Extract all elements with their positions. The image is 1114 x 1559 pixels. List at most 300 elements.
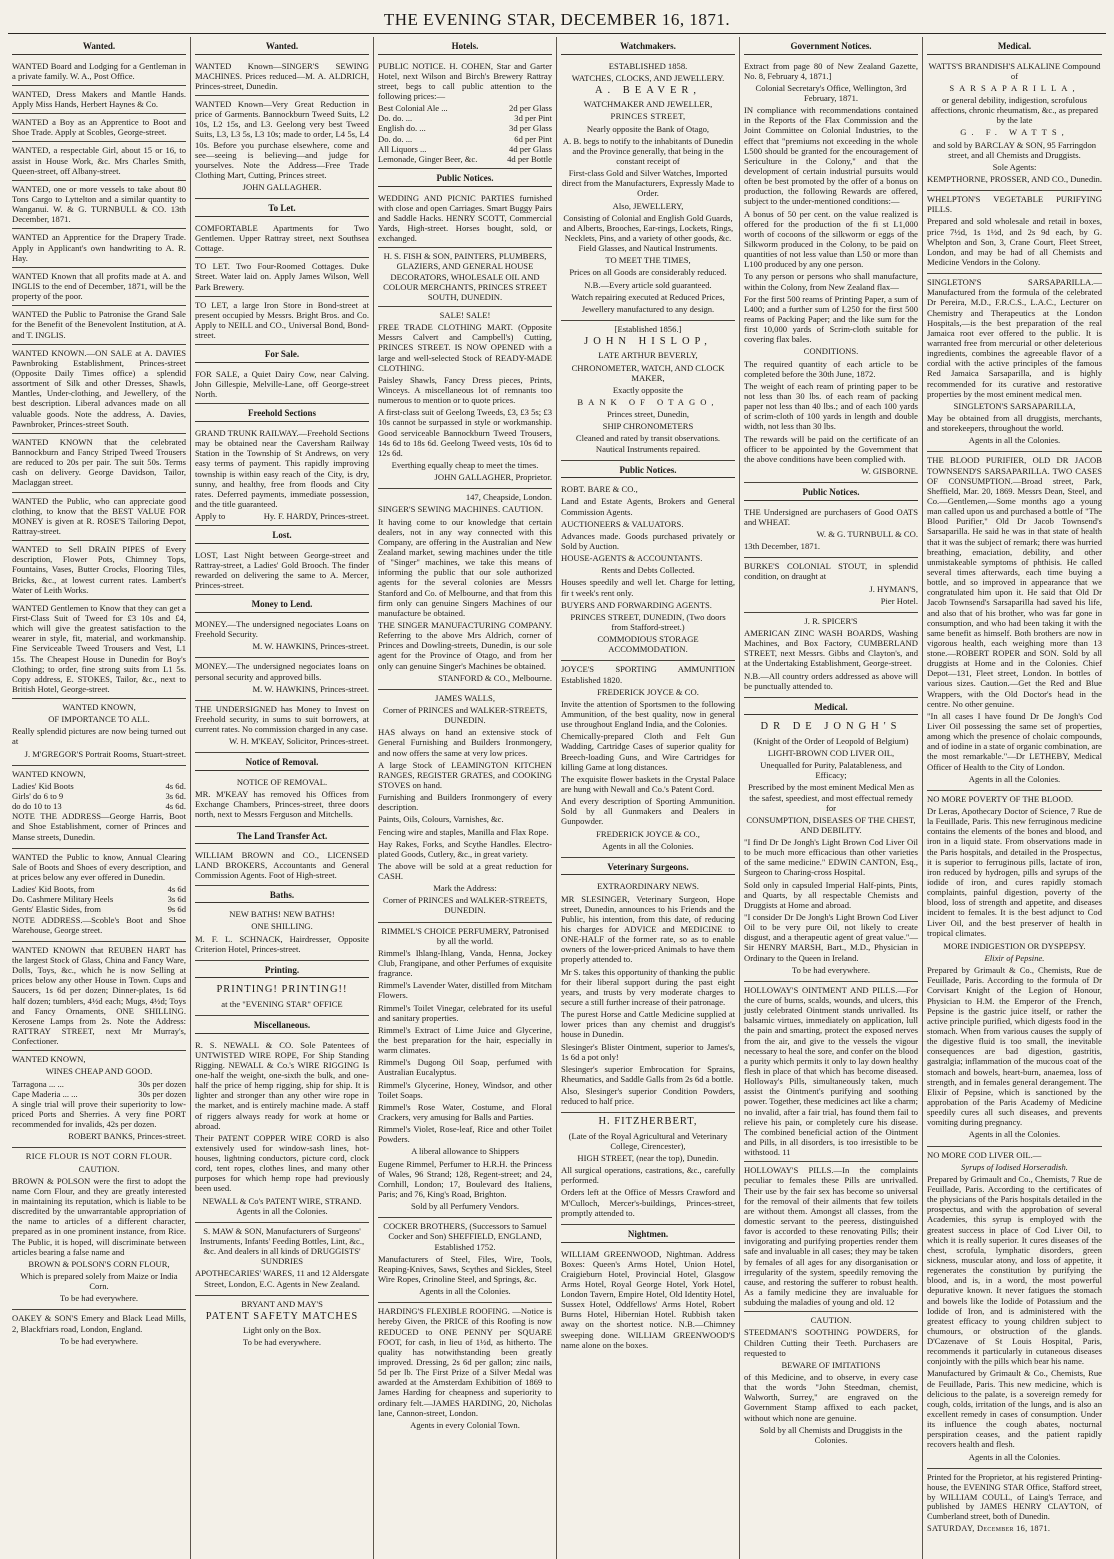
advert: H. S. FISH & SON, PAINTERS, PLUMBERS, GLAZIERS, AND GENERAL HOUSE DECORATORS, WHOLESALE OIL AND COLOUR MERCHANTS, PRINCES STREET SOUTH, DUNEDIN. (378, 248, 552, 307)
advert-note: Everthing equally cheap to meet the times. (391, 460, 539, 470)
advert-body: The rewards will be paid on the certificate of an officer to be appointed by the Government that the above conditions have been complied with. (744, 433, 918, 464)
advert-note: 13th December, 1871. (744, 541, 821, 552)
advert (195, 906, 369, 961)
price-row (378, 154, 552, 164)
price-row (378, 113, 552, 123)
section-heading: Nightmen. (561, 1227, 735, 1243)
advert-free-trade (378, 307, 552, 489)
advert-body: Prepared by Grimault & Co., Chemists, Rue de Feuillade, Paris. According to the formula of Dr Corvisart Knight of the Legion of Honour, Physician to H.M. the Emperor of the French, Pepsine is the gastric juice itself, or rather the active principle purified, which digests food in the stomach. When from various causes the supply of the digestive fluid is too small, the inevitable consequences are bad digestion, gastritis, gastralgia; inflammation of the mucous coat of the stomach and bowels, heart-burn, anaemea, loss of strength, and in females general derangement. The Elixir of Pepsine, which is sanctioned by the approbation of the Paris Academy of Medicine speedily cures all such diseases, and prevents vomiting during pregnancy. (927, 965, 1102, 1128)
advert-address: HIGH STREET, (near the top), Dunedin. (577, 1153, 719, 1164)
section-heading: Public Notices. (378, 171, 552, 187)
advert-body: Rimmel's Violet, Rose-leaf, Rice and other Toilet Powders. (378, 1124, 552, 1145)
section-heading: For Sale. (195, 347, 369, 363)
price-value: 6d per Pint (514, 133, 552, 144)
price-row (378, 134, 552, 144)
advert-body: MONEY.—The undersigned negociates loans on personal security and approved bills. (195, 661, 369, 682)
price-row (12, 904, 186, 914)
advert-body: The weight of each ream of printing paper to be not less than 30 lbs. of each ream of packing paper not less than 40 lbs.; and of each 100 yards of scrim-cloth of 100 yards in length and double width, not less than 30 lbs. (744, 380, 918, 432)
advert-note: Sold by all Chemists and Druggists in the Colonies. (759, 1424, 903, 1445)
advert-body: HARDING'S FLEXIBLE ROOFING. —Notice is hereby Given, the PRICE of this Roofing is now REDUCED to ONE PENNY per SQUARE FOOT, for cash, in lieu of 1½d, as hitherto. The quality has notwithstanding been greatly improved. Dressing, 2s 6d per gallon; zinc nails, 5d per lb. The First Prize of a Silver Medal was awarded at the Amsterdam Exhibition of 1869 to James Harding for cheapness and superiority to ordinary felt.—JAMES HARDING, 20, Nicholas lane, Cannon-street, London. (378, 1306, 552, 1418)
advert-body: Rimmel's Lavender Water, distilled from Mitcham Flowers. (378, 980, 552, 1001)
advert-signature: KEMPTHORNE, PROSSER, AND CO., Dunedin. (927, 174, 1102, 185)
advert: WANTED KNOWN that the celebrated Bannockburn and Fancy Striped Tweed Trousers are reduced to 20s per pair. The suit 50s. Terms cash on delivery. George Davidson, Tailor, Maclaggan street. (12, 434, 186, 493)
advert-body: A. B. begs to notify to the inhabitants of Dunedin and the Province generally, that being in the constant receipt of (562, 135, 734, 166)
price-row (12, 801, 186, 811)
advert-address: PRINCES STREET, (610, 111, 686, 122)
advert-body: of this Medicine, and to observe, in every case that the words "John Steedman, chemist, Walworth, Surrey," are engraved on the Government Stamp affixed to each packet, without which none are genuine. (744, 1371, 918, 1423)
advert-address: Pier Hotel. (880, 595, 918, 606)
advert-watts (927, 58, 1102, 192)
advert-body: THE BLOOD PURIFIER, OLD DR JACOB TOWNSEND'S SARSAPARILLA. TWO CASES OF CONSUMPTION.—Broad street, Park, Sheffield, Mar. 20, 1869. Messrs Dean, Steel, and Co.—Gentlemen,—Some months ago a young man called upon us and purchased a bottle of "The Blood Purifier," Old Dr Jacob Townsend's Sarsaparilla. He said he was in that state of health that it was the subject of remark; there was hurried breathing, emaciation, debility, and other unmistakeable symptoms of phthisis. He called several times afterwards, each time buying a bottle, and so improved in appearance that we congratulated him upon it. He said that Old Dr Jacob Townsend's Sarsaparilla had saved his life, and also that of his brother, who was far gone in consumption, and who had been taking it with the same benefit as himself. Both brothers are now in vigorous health, each weighing more than 13 stone.—ROBERT ROPER and SON. Sold by all druggists at Home and in the Colonies. Chief Depot—131, Fleet street, London. In bottles of various sizes. Caution.—Get the Red and Blue Wrappers, with the Old Doctor's head in the centre. No other genuine. (927, 455, 1102, 709)
price-item: Ladies' Kid Boots, from (12, 884, 95, 895)
advert-brand: BROWN & POLSON'S CORN FLOUR, (28, 1258, 170, 1269)
advert-body: And every description of Sporting Ammunition. Sold by all Gunmakers and Dealers in Gunpowder. (561, 796, 735, 827)
advert-body: Nearly opposite the Bank of Otago, (586, 123, 710, 134)
section-heading: Wanted. (195, 39, 369, 55)
advert-body: Rimmel's Dugong Oil Soap, perfumed with Australian Eucalyptus. (378, 1057, 552, 1078)
advert-body: "I consider Dr De Jongh's Light Brown Cod Liver Oil to be very pure Oil, not likely to create disgust, and a therapeutic agent of great value."—Sir HENRY MARSH, Bart., M.D., Physician in Ordinary to the Queen in Ireland. (744, 912, 918, 963)
advert-body: Prepared by Grimault and Co., Chemists, 7 Rue de Feuillade, Paris. According to the certificates of the physicians of the Paris hospitals detailed in the prospectus, and with the approbation of several Academies, this syrup is employed with the greatest success in place of Cod Liver Oil, to which it is really superior. It cures diseases of the chest, scrofula, lymphatic disorders, green sickness, muscular atony, and loss of appetite, it regenerates the constitution by purifying the blood, and is, in a word, the most powerful depurative known. It never fatigues the stomach and bowels like the Iodide of Potassium and the Iodide of Iron, and is administered with the greatest efficacy to young children subject to chumours, or obstruction of the glands. D'Cazenave of St Louis Hospital, Paris, recommends it particularly in cutaneous diseases conjointly with the pills which bear his name. (927, 1173, 1102, 1367)
advert-body: Houses speedily and well let. Charge for letting, fir t week's rent only. (561, 577, 735, 598)
section-heading: Lost. (195, 528, 369, 544)
advert-newall (195, 1037, 369, 1223)
advert-note: Agents in all the Colonies. (968, 773, 1061, 784)
advert-head: NEW BATHS! NEW BATHS! (229, 909, 335, 920)
advert-townsend (927, 452, 1102, 791)
advert (195, 981, 369, 1016)
price-value: 2d per Glass (509, 103, 552, 114)
advert-body: Consisting of Colonial and English Gold Guards, and Alberts, Brooches, Ear-rings, Lockets, Rings, Necklets, Pins, and a variety of other goods, &c. Field Glasses, and Nautical Instruments. (562, 212, 734, 254)
advert-singer (378, 489, 552, 690)
advert-body: Furnishing and Builders Ironmongery of every description. (378, 792, 552, 813)
advert-subhead: CONDITIONS. (803, 346, 859, 357)
advert-head: CAUTION. (810, 1315, 852, 1326)
advert-signature: J. HYMAN'S, (869, 583, 918, 594)
price-item: All Liquors ... (378, 143, 427, 154)
advert-subhead: Elixir of Pepsine. (984, 953, 1045, 963)
advert-head: WHELPTON'S VEGETABLE PURIFYING PILLS. (927, 194, 1102, 215)
advert-body: The above will be sold at a great reduction for CASH. (378, 860, 552, 882)
advert-hislop (561, 321, 735, 461)
advert-body: MR. M'KEAY has removed his Offices from Exchange Chambers, Princes-street, three doors north, next to Messrs Ferguson and Mitchells. (195, 789, 369, 820)
price-value: 9s 6d (167, 904, 186, 915)
section-heading: Printing. (195, 963, 369, 979)
advert-government (744, 58, 918, 483)
section-heading: Public Notices. (744, 485, 918, 501)
section-heading: Public Notices. (561, 463, 735, 479)
advert-steedman (744, 1312, 918, 1451)
advert-note: Corner of PRINCES and WALKER-STREETS, DUNEDIN. (382, 895, 548, 916)
advert-de-jongh (744, 718, 918, 981)
advert-harding (378, 1303, 552, 1436)
advert-corn-flour (12, 1148, 186, 1310)
advert: WANTED the Public, who can appreciate good clothing, to know that the BEST VALUE FOR MONEY is given at R. ROSE'S Tailoring Depot, Rattray-street. (12, 493, 186, 542)
advert-signature: M. W. HAWKINS, Princes-street. (252, 683, 369, 694)
advert-body: To any person or persons who shall manufacture, within the Colony, from New Zealand flax— (744, 271, 918, 292)
advert-body: at the "EVENING STAR" OFFICE (221, 998, 343, 1009)
advert-subhead: COMMODIOUS STORAGE ACCOMMODATION. (597, 634, 699, 655)
advert-body: THE UNDERSIGNED has Money to Invest on Freehold security, in sums to suit borrowers, at current rates. No commission charged in any case. (195, 703, 369, 735)
advert: WANTED, a respectable Girl, about 15 or 16, to assist in House Work, &c. Mrs Charles Smith, Queen-street, off Albany-street. (12, 142, 186, 180)
advert-note: Light only on the Box. (242, 1325, 322, 1336)
advert-head: HOUSE-AGENTS & ACCOUNTANTS. (561, 553, 703, 564)
advert-subhead: FREDERICK JOYCE & CO. (597, 686, 699, 697)
advert (195, 774, 369, 827)
price-item: Best Colonial Ale ... (378, 103, 448, 114)
advert-maw (195, 1223, 369, 1296)
advert-head: WANTED KNOWN, (62, 702, 136, 713)
price-item: Lemonade, Ginger Beer, &c. (378, 153, 478, 164)
column-6 (923, 37, 1106, 1559)
price-value: 4s 6d. (165, 780, 186, 791)
advert-note: Agents in every Colonial Town. (410, 1419, 520, 1430)
advert-body: A bonus of 50 per cent. on the value realized is offered for the production of the fi st L1,000 worth of cocoons of the silkworm or eggs of the Silkworm produced in the Colony, to be paid on quantities of not less value than L50 or more than L100 produced by any one person. (744, 208, 918, 270)
column-1 (8, 37, 191, 1559)
advert-leras (927, 791, 1102, 1147)
advert-note: (Knight of the Order of Leopold of Belgium) (753, 735, 909, 746)
advert-note: Extract from page 80 of New Zealand Gazette, No. 8, February 4, 1871.] (744, 60, 918, 81)
price-item: English do. ... (378, 123, 426, 134)
advert-signature: FREDERICK JOYCE & CO., (596, 828, 700, 839)
advert-note: Which is prepared solely from Maize or India Corn. (20, 1270, 178, 1292)
advert-body: Exactly opposite the (612, 384, 684, 395)
advert-body: Rimmel's Glycerine, Honey, Windsor, and other Toilet Soaps. (378, 1079, 552, 1100)
advert: WEDDING AND PICNIC PARTIES furnished with close and open Carriages. Smart Buggy Pairs and Saddle Hacks. HENRY SCOTT, Commercial Yards, High-street. Horses bought, sold, or exchanged. (378, 190, 552, 249)
advert: WANTED KNOWN.—ON SALE at A. DAVIES Pawnbroking Establishment, Princes-street (Opposite Daily Times office) a splendid assortment of Silk and other Dresses, Shawls, Mantles, Under-clothing, and Jewellery, of the best description. Liberal advances made on all valuable goods. Note the address, A. Davies, Pawnbroker, Princes-street South. (12, 345, 186, 434)
advert-body: Rents and Debts Collected. (601, 565, 695, 576)
advert: WANTED to Sell DRAIN PIPES of Every description, Flower Pots, Chimney Tops, Fountains, Vases, Butter Crocks, Flooring Tiles, Bricks, &c., at lowest current rates. Lambert's Water of Leith Works. (12, 541, 186, 600)
advert-body: The required quantity of each article to be completed before the 30th June, 1872. (744, 358, 918, 379)
advert-subhead: WATCHMAKER AND JEWELLER, (583, 99, 713, 110)
advert-head: NO MORE COD LIVER OIL.— (927, 1149, 1042, 1160)
advert-body: IN compliance with recommendations contained in the Reports of the Flax Commission and the Joint Committee on Colonial Industries, to the effect that "premiums not exceeding in the whole L500 should be granted for the encouragement of Sericulture in the Colony," and that the development of certain industrial pursuits would often be best promoted by the offer of a bonus on production, the following Rewards are offered, subject to the under-mentioned conditions:— (744, 105, 918, 207)
advert-note: APOTHECARIES' WARES, 11 and 12 Aldersgate Street, London, E.C. Agents in New Zealand. (195, 1268, 369, 1289)
advert-body: "I find Dr De Jongh's Light Brown Cod Liver Oil to be much more efficacious than other varieties of the same medicine." EDWIN CANTON, Esq., Surgeon to Charing-cross Hospital. (744, 837, 918, 878)
advert: WANTED, Dress Makers and Mantle Hands. Apply Miss Hands, Herbert Haynes & Co. (12, 86, 186, 114)
advert-rimmel (378, 923, 552, 1219)
advert-body: A single trial will prove their superiority to low-priced Ports and Sherries. A very fine PORT recommended for invalids, 42s per dozen. (12, 1098, 186, 1130)
advert-body: S. MAW & SON, Manufacturers of Surgeons' Instruments, Infants' Feeding Bottles, Lint, &c., &c. And dealers in all kinds of DRUGGISTS' SUNDRIES (199, 1225, 365, 1267)
advert (195, 616, 369, 658)
advert-body: Really splendid pictures are now being turned out at (12, 726, 186, 747)
advert-oakey (12, 1310, 186, 1351)
advert-body: WANTED Known—Very Great Reduction in price of Garments. Bannockburn Tweed Suits, L2 10s, L2 15s, and L3. Geelong very best Tweed Suits, L3, L3 5s, L3 10s; made to order, L4 5s, L4 10s. Before you purchase elsewhere, come and see—seeing is believing—and judge for yourselves. Note the Address—Free Trade Clothing Mart, Cutting, Princes street. (195, 99, 369, 181)
advert-head: AUCTIONEERS & VALUATORS. (561, 518, 684, 529)
advert-head: MORE INDIGESTION OR DYSPEPSY. (943, 940, 1086, 951)
advert-body: OAKEY & SON'S Emery and Black Lead Mills, 2, Blackfriars road, London, England. (12, 1313, 186, 1334)
imprint-text: Printed for the Proprietor, at his registered Printing-house, the EVENING STAR Office, Stafford street, by WILLIAM COULL, of Laing's Terrace, and published by JAMES HENRY CLAYTON, of Cumberland street, both of Dunedin. (927, 1472, 1102, 1522)
advert-head: PRINTING! PRINTING!! (216, 984, 348, 996)
section-heading: Watchmakers. (561, 39, 735, 55)
advert-clearing (12, 849, 186, 942)
advert-body: Watch repairing executed at Reduced Prices, (571, 291, 725, 302)
column-5 (740, 37, 923, 1559)
advert-freehold (195, 425, 369, 526)
advert-body: Rimmel's Rose Water, Costume, and Floral Crackers, very amusing for Balls and Parties. (378, 1101, 552, 1123)
advert-signature: W. GISBORNE. (861, 465, 918, 476)
advert-body: GRAND TRUNK RAILWAY.—Freehold Sections may be obtained near the Caversham Railway Station in the Township of St Andrews, on very easy terms of payment. This rapidly improving township is within easy reach of the City, is dry, sunny, and healthy, free from floods and City rates. Deferred payments, immediate possession, and the title guaranteed. (195, 427, 369, 509)
advert-signature: ROBERT BANKS, Princes-street. (68, 1131, 186, 1142)
section-heading: Veterinary Surgeons. (561, 860, 735, 876)
price-item: Do. do. ... (378, 113, 413, 124)
advert-body: Dr Leras, Apothecary Doctor of Science, 7 Rue de la Feuillade, Paris. This new ferruginous medicine contains the elements of the bones and blood, and iron in a liquid state. From observations made in the Paris hospitals, and detailed in the Prospectus, it is superior to ferruginous pills, lactate of iron, iron reduced by hydrogen, pills and syrups of the iodide of iron, and cures rapidly stomach complaints, painful digestion, poverty of the blood, loss of strength and appetite, and diseases incident to females. It is the best adjunct to Cod Liver Oil, and the best preserver of health in tropical climates. (927, 806, 1102, 938)
advert-body: Rimmel's Extract of Lime Juice and Glycerine, the best preparation for the hair, especially in warm climates. (378, 1024, 552, 1056)
advert-subhead: BEWARE OF IMITATIONS (781, 1359, 881, 1370)
advert-subhead: TO MEET THE TIMES, (605, 255, 691, 266)
advert-subhead: CAUTION. (78, 1163, 120, 1174)
advert-subhead: LIGHT-BROWN COD LIVER OIL, (767, 747, 895, 758)
section-heading: Hotels. (378, 39, 552, 55)
columns (8, 37, 1106, 1559)
advert-note: To be had everywhere. (242, 1337, 322, 1348)
advert-note: Agents in all the Colonies. (602, 840, 694, 851)
column-3 (374, 37, 557, 1559)
advert-body: Chemically-prepared Cloth and Felt Gun Wadding, Cartridge Cases of superior quality for Breech-loading Guns, and Wire Cartridges for killing Game at long distances. (561, 731, 735, 772)
advert: WANTED Known—SINGER'S SEWING MACHINES. Prices reduced—M. A. ALDRICH, Princes-street, Dunedin. (195, 58, 369, 96)
advert: WANTED a Boy as an Apprentice to Boot and Shoe Trade. Apply at Scobles, George-street. (12, 114, 186, 142)
advert-note: Agents in all the Colonies. (968, 1129, 1061, 1140)
price-value: 4d per Bottle (507, 153, 552, 164)
advert-subhead: G. F. WATTS, (960, 127, 1069, 138)
advert-head: A. BEAVER, (594, 84, 702, 96)
section-heading: Miscellaneous. (195, 1018, 369, 1034)
advert-body: Princes street, Dunedin, (606, 409, 690, 420)
advert-body: PUBLIC NOTICE. H. COHEN, Star and Garter Hotel, next Wilson and Birch's Brewery Rattray street, begs to call public attention to the following prices:— (378, 60, 552, 102)
advert (195, 658, 369, 700)
advert-body: For the first 500 reams of Printing Paper, a sum of L400; and a further sum of L250 for the first 500 reams of Packing Paper; and the like sum for the first 10,000 yards of Scrim-cloth suitable for covering flax bales. (744, 293, 918, 345)
advert-portraits (12, 699, 186, 766)
advert-cocker (378, 1218, 552, 1303)
advert-head: JOYCE'S SPORTING AMMUNITION Established 1820. (561, 664, 735, 685)
advert-body: Mr S. takes this opportunity of thanking the public for their liberal support during the past eight years, and trusts by very moderate charges to secure a still further increase of their patronage. (561, 966, 736, 1007)
price-item: Do. do. ... (378, 133, 413, 144)
advert-body: Also, Slesinger's superior Condition Powders, reduced to half price. (561, 1086, 735, 1107)
price-item: Girls' do 6 to 9 (12, 791, 64, 802)
advert: HOLLOWAY'S PILLS.—In the complaints peculiar to females these Pills are unrivalled. Their use by the fair sex has become so universal for the removal of their ailments that few toilets are without them. Amongst all classes, from the domestic servant to the peeress, distinguished favor is accorded to these renovating Pills; their invigorating and purifying properties render them safe and invaluable in all cases; they may be taken by females of all ages for any disorganisation or irregularity of the system, speedily removing the cause, and restoring the sufferer to robust health. As a family medicine they are invaluable for subduing the maladies of young and old. 12 (744, 1162, 918, 1312)
price-value: 3s 6d. (165, 791, 186, 802)
advert-body: Their PATENT COPPER WIRE CORD is also extensively used for window-sash lines, hot-houses, lightning conductors, picture cord, clock cord, tent ropes, clothes lines, and many other purposes for which hemp rope had previously been used. (195, 1132, 369, 1194)
advert-note: Agents in all the Colonies. (968, 435, 1061, 446)
price-item: Tarragona ... ... (12, 1078, 64, 1089)
advert-body: Slesinger's superior Embrocation for Sprains, Rheumatics, and Saddle Galls from 2s 6d a bottle. (561, 1063, 735, 1084)
advert-singleton (927, 274, 1102, 452)
advert-subhead: SARSAPARILLA, (949, 82, 1080, 93)
price-row (12, 791, 186, 801)
advert-body: Prescribed by the most eminent Medical Men as the safest, speediest, and most effectual remedy for (748, 782, 914, 813)
advert-signature: M. W. HAWKINS, Princes-street. (252, 641, 369, 652)
advert-note: Sole Agents: (992, 161, 1037, 172)
advert-note: To be had everywhere. (791, 964, 871, 975)
advert-matches (195, 1296, 369, 1354)
advert: HOLLOWAY'S OINTMENT AND PILLS.—For the cure of burns, scalds, wounds, and ulcers, this justly celebrated Ointment stands unrivalled. Its balsamic virtues, immediately on application, lull the pain and smarting, protect the exposed nerves from the air, and give to the vessels the vigour necessary to heal the sore, and confer on the blood a purity which permits it only to lay down healthy flesh in place of that which has become diseased. Holloway's Pills, simultaneously taken, much assist the Ointment's purifying and soothing power. Together, these medicines act like a charm; no invalid, after a fair trial, has found them fail to relieve his pain, or completely cure his disease. The combined beneficial action of the Ointment and Pills, in all disorders, is too irresistible to be withstood. 11 (744, 982, 918, 1162)
advert: WANTED the Public to Patronise the Grand Sale for the Benefit of the Benevolent Institution, at A. and T. INGLIS. (12, 306, 186, 344)
advert-subhead: CONSUMPTION, DISEASES OF THE CHEST, AND DEBILITY. (746, 814, 916, 835)
advert-body: A first-class suit of Geelong Tweeds, £3, £3 5s; £3 10s cannot be surpassed in style or workmanship. Good serviceable Bannockburn Tweed Trousers, 14s 6d to 18s 6d. Geelong Tweed vests, 10s 6d to 12s 6d. (378, 407, 552, 458)
advert-note: ESTABLISHED 1858. (608, 60, 688, 71)
advert-subhead: PATENT SAFETY MATCHES (205, 1310, 359, 1322)
section-heading: Wanted. (12, 39, 186, 55)
advert-body: The exquisite flower baskets in the Crystal Palace are hung with Newall and Co.'s Patent Cord. (561, 773, 735, 794)
advert-note: NOTE THE ADDRESS—George Harris, Boot and Shoe Establishment, corner of Princes and Manse streets, Dunedin. (12, 811, 186, 842)
advert-boots (12, 766, 186, 849)
advert-body: Advances made. Goods purchased privately or Sold by Auction. (561, 530, 735, 552)
advert-subhead: Colonial Secretary's Office, Wellington, 3rd February, 1871. (755, 82, 907, 104)
advert-body: R. S. NEWALL & CO. Sole Patentees of UNTWISTED WIRE ROPE, For Ship Standing Rigging. NEWALL & Co.'s WIRE RIGGING Is one-half the weight, one-sixth the bulk, and one-half the price of hemp rigging, ship for ship. It is lighter and stronger than any other wire rope in the market, and is entirely machine made. A staff of riggers always ready for work at home or abroad. (195, 1039, 369, 1131)
masthead: THE EVENING STAR, DECEMBER 16, 1871. (8, 6, 1106, 34)
advert-head: BUYERS AND FORWARDING AGENTS. (561, 599, 712, 610)
advert-body: and sold by BARCLAY & SON, 95 Farringdon street, and all Chemists and Druggists. (932, 139, 1097, 160)
advert-head: RIMMEL'S CHOICE PERFUMERY, Patronised by all the world. (381, 925, 549, 946)
advert-head: EXTRAORDINARY NEWS. (597, 881, 699, 892)
advert-head: COCKER BROTHERS, (Successors to Samuel Cocker and Son) SHEFFIELD, ENGLAND, Established 1752. (383, 1221, 547, 1252)
advert-whelpton (927, 191, 1102, 274)
advert-body: Orders left at the Office of Messrs Crawford and M'Culloch, Mercer's-buildings, Princes-street, promptly attended to. (561, 1187, 735, 1218)
advert-beaver (561, 58, 735, 321)
advert-head: ROBT. BARE & CO., (561, 484, 638, 495)
price-value: 4d per Glass (509, 143, 552, 154)
section-heading: Government Notices. (744, 39, 918, 55)
advert-signature: JOHN GALLAGHER, Proprietor. (434, 472, 552, 483)
advert-body: Fencing wire and staples, Manilla and Flax Rope. (378, 826, 549, 837)
advert-body: Hay Rakes, Forks, and Scythe Handles. Electro-plated Goods, Cutlery, &c., in great variety. (378, 838, 552, 859)
advert-note: A liberal allowance to Shippers (411, 1146, 519, 1157)
price-value: 3s 6d (167, 894, 186, 905)
advert-walls (378, 690, 552, 923)
advert-body: M. F. L. SCHNACK, Hairdresser, Opposite Criterion Hotel, Princes-street. (195, 933, 369, 954)
advert-body: MR SLESINGER, Veterinary Surgeon, Hope street, Dunedin, announces to his Friends and the Public, his intention, from this date, of reducing his charges for ADVICE and MEDICINE to ONE-HALF of the former rate, so as to enable owners of the lower-priced Animals to have them properly attended to. (561, 893, 735, 965)
advert-body: BROWN & POLSON were the first to adopt the name Corn Flour, and they are greatly interested in maintaining its reputation, which is liable to be discredited by the unwarrantable appropriation of the name to articles of a different character, prepared as in one prominent instance, from Rice. The Public, it is hoped, will discriminate between articles bearing a false name and (12, 1175, 186, 1257)
advert-head: SALE! SALE! (439, 310, 491, 321)
advert-note: NEWALL & Co's PATENT WIRE, STRAND. Agents in all the Colonies. (202, 1195, 362, 1216)
advert-subhead: ONE SHILLING. (251, 921, 313, 932)
advert-body: THE Undersigned are purchasers of Good OATS and WHEAT. (744, 506, 918, 527)
advert: WANTED Gentlemen to Know that they can get a First-Class Suit of Tweed for £3 10s and £4, which will give the greatest satisfaction to the wearer in style, fit, material, and workmanship. Fine Serviceable Tweed Trousers and Vest, L1 15s. The Cheapest House in Dunedin for Boy's Clothing; to order, fine strong suits from L1 5s. Copy address, E. STOKES, Tailor, &c., next to British Hotel, George-street. (12, 600, 186, 699)
advert-body: Land and Estate Agents, Brokers and General Commission Agents. (561, 496, 735, 517)
price-value: 30s per dozen (138, 1088, 186, 1099)
advert-body: Sold only in capsuled Imperial Half-pints, Pints, and Quarts, by all respectable Chemists and Druggists at Home and abroad. (744, 879, 918, 910)
price-row (12, 894, 186, 904)
column-4 (557, 37, 740, 1559)
advert: WILLIAM GREENWOOD, Nightman. Address Boxes: Queen's Arms Hotel, Union Hotel, Craigieburn Hotel, Provincial Hotel, Glasgow Arms Hotel, Royal George Hotel, York Hotel, London Tavern, Empire Hotel, Old Identity Hotel, Sussex Hotel, Oddfellows' Arms Hotel, Robert Burns Hotel, Hibernian Hotel. Rubbish taken away on the shortest notice. N.B.—Chimney sweeping done. WILLIAM GREENWOOD'S name alone on the boxes. (561, 1248, 735, 1350)
advert: LOST, Last Night between George-street and Rattray-street, a Ladies' Gold Brooch. The finder rewarded on delivering the same to A. Mercer, Princes-street. (195, 547, 369, 596)
advert: WANTED Board and Lodging for a Gentleman in a private family. W. A., Post Office. (12, 58, 186, 86)
advert-body: N.B.—Every article sold guaranteed. (584, 279, 712, 290)
price-item: Gents' Elastic Sides, from (12, 904, 101, 915)
advert: TO LET. Two Four-Roomed Cottages. Duke Street. Water laid on. Apply James Wilson, Well Park Brewery. (195, 258, 369, 296)
advert-body: Manufactured by Grimault & Co., Chemists, Rue de Feuillade, Paris. This new medicine, which is delicious to the palate, is a sovereign remedy for cough, colds, irritation of the lungs, and is also an excellent remedy in cases of consumption. Under its influence the cough abates, nocturnal perspiration ceases, and the patient rapidly recovers health and flesh. (927, 1368, 1102, 1450)
advert: WANTED Known that all profits made at A. and INGLIS to the end of December, 1871, will be the property of the poor. (12, 268, 186, 306)
advert-body: WANTED the Public to know, Annual Clearing Sale of Boots and Shoes of every description, and at prices below any ever offered in Dunedin. (12, 851, 186, 883)
price-value: 4s 6d. (165, 801, 186, 812)
advert-subhead: Corner of PRINCES and WALKER-STREETS, DUNEDIN. (382, 704, 548, 726)
advert-head: WANTED KNOWN, (12, 1054, 86, 1065)
advert-body: Manufacturers of Steel, Files, Wire, Tools, Reaping-Knives, Saws, Scythes and Sickles, Steel Wire Ropes, Crinoline Steel, and Springs, &c. (378, 1253, 552, 1284)
advert (195, 701, 369, 754)
advert-note: N.B.—All country orders addressed as above will be punctually attended to. (744, 670, 918, 691)
advert-note: To be had everywhere. (59, 1335, 139, 1346)
advert-note: NOTE ADDRESS.—Scoble's Boot and Shoe Warehouse, George street. (12, 914, 186, 935)
advert-signature: STANFORD & CO., Melbourne. (438, 672, 552, 683)
advert: FOR SALE, a Quiet Dairy Cow, near Calving. John Gillespie, Melville-Lane, off George-street North. (195, 366, 369, 404)
advert-note: To be had everywhere. (59, 1293, 139, 1304)
imprint-date: SATURDAY, December 16, 1871. (927, 1524, 1051, 1534)
advert-note: Agents in all the Colonies. (419, 1286, 511, 1297)
advert-signature: Hy. F. HARDY, Princes-street. (263, 511, 369, 522)
advert-body: Prepared and sold wholesale and retail in boxes, price 7½d, 1s 1½d, and 2s 9d each, by G. Whelpton and Son, 3, Crane Court, Fleet Street, London, and may be had of all Chemists and Medicine Vendors in the Colony. (927, 216, 1102, 267)
advert-body: First-class Gold and Silver Watches, Imported direct from the Manufacturers, Expressly Made to Order. (561, 168, 735, 199)
advert-body: A large Stock of LEAMINGTON KITCHEN RANGES, REGISTER GRATES, and COOKING STOVES on hand. (378, 759, 552, 790)
advert-body: Unequalled for Purity, Palatableness, and Efficacy; (760, 760, 902, 781)
price-item: Cape Maderia ... ... (12, 1088, 78, 1099)
advert-note: Sold by all Perfumery Vendors. (411, 1201, 519, 1212)
advert-head: H. FITZHERBERT, (598, 1116, 698, 1128)
advert-body: Paisley Shawls, Fancy Dress pieces, Prints, Winceys. A miscellaneous lot of remnants too numerous to mention or to quote prices. (378, 374, 552, 406)
advert-body: THE SINGER MANUFACTURING COMPANY. Referring to the above Mrs Aldrich, corner of Princes and Dowling-streets, Dunedin, is our sole agent for the Province of Otago, and from her only can genuine Singer's Machines be obtained. (378, 619, 552, 671)
advert-subhead: OF IMPORTANCE TO ALL. (48, 714, 150, 725)
price-item: do do 10 to 13 (12, 801, 62, 812)
advert-head: DR DE JONGH'S (760, 721, 902, 733)
advert-hotel (378, 58, 552, 169)
advert-body: SINGLETON'S SARSAPARILLA.—Manufactured from the formula of the celebrated Dr Pereira, M.D., F.R.C.S., L.A.C., Lecturer on Chemistry and Therapeutics at the London Hospitals,—is the best preparation of the real Jamaica root ever offered to the public. It is warranted free from mercurial or other deleterious ingredients, combines the agreeable flavor of a cordial with the active principles of the famous Red Jamaica Sarsaparilla, and is highly recommended for its curative and restorative properties by the most eminent medical men. (927, 277, 1102, 399)
advert-body: BURKE'S COLONIAL STOUT, in splendid condition, on draught at (744, 561, 918, 582)
advert-body: STEEDMAN'S SOOTHING POWDERS, for Children Cutting their Teeth. Purchasers are requested to (744, 1327, 918, 1358)
advert: COMFORTABLE Apartments for Two Gentlemen. Upper Rattray street, next Southsea Cottage. (195, 220, 369, 258)
advert-body: Paints, Oils, Colours, Varnishes, &c. (378, 814, 504, 825)
printers-imprint (927, 1469, 1102, 1534)
advert: WANTED an Apprentice for the Drapery Trade. Apply in Applicant's own handwriting to A. R. Hay. (12, 229, 186, 267)
advert-head: NO MORE POVERTY OF THE BLOOD. (927, 793, 1074, 804)
section-heading: Baths. (195, 888, 369, 904)
advert-wines (12, 1051, 186, 1148)
advert-head: J. R. SPICER'S (804, 615, 858, 626)
advert-body: MONEY.—The undersigned negociates Loans on Freehold Security. (195, 619, 369, 640)
advert-grimault (927, 1147, 1102, 1469)
advert-subhead: SHIP CHRONOMETERS (602, 421, 694, 432)
advert-body: May be obtained from all druggists, merchants, and storekeepers, throughout the world. (927, 412, 1102, 434)
advert-head: WATTS'S BRANDISH'S ALKALINE Compound of (928, 60, 1101, 81)
advert-body: HAS always on hand an extensive stock of General Furnishing and Builders Ironmongery, and now offers the same at very low prices. (378, 727, 552, 758)
advert-subhead: SINGLETON'S SARSAPARILLA, (953, 400, 1076, 411)
advert-head: NOTICE OF REMOVAL. (236, 777, 328, 788)
apply-label: Apply to (195, 511, 226, 522)
price-row (12, 781, 186, 791)
price-row (12, 884, 186, 894)
section-heading: Freehold Sections (195, 406, 369, 422)
advert: WILLIAM BROWN and CO., LICENSED LAND BROKERS, Accountants and General Commission Agents. Foot of High-street. (195, 847, 369, 885)
advert-body: or general debility, indigestion, scrofulous affections, chronic rheumatism, &c., as prepared by the late (930, 95, 1099, 126)
price-row (378, 103, 552, 113)
column-2 (191, 37, 374, 1559)
advert-body: Eugene Rimmel, Perfumer to H.R.H. the Princess of Wales, 96 Strand; 128, Regent-street; and 24, Cornhill, London; 17, Boulevard des Italiens, Paris; and 76, King's Road, Brighton. (378, 1158, 552, 1199)
advert-signature: W. & G. TURNBULL & CO. (816, 528, 918, 539)
advert-address: PRINCES STREET, DUNEDIN, (Two doors from Stafford-street.) (570, 611, 726, 633)
advert (195, 96, 369, 199)
price-row (378, 144, 552, 154)
advert-subhead: WATCHES, CLOCKS, AND JEWELLERY. (571, 72, 725, 83)
price-value: 3d per Pint (514, 113, 552, 124)
advert-head: JAMES WALLS, (434, 692, 495, 703)
advert-body: "In all cases I have found Dr De Jongh's Cod Liver Oil possessing the same set of properties, among which the presence of cholaic compounds, and of iodine in a state of organic combination, are the most remarkable."—Dr LETHEBY, Medical Officer of Health to the City of London. (927, 710, 1103, 772)
advert-burke (744, 558, 918, 613)
advert-head: RICE FLOUR IS NOT CORN FLOUR. (25, 1151, 173, 1162)
section-heading: Medical. (744, 700, 918, 716)
advert-body: Cleaned and rated by transit observations. Nautical Instruments repaired. (575, 433, 721, 454)
price-value: 3d per Glass (509, 123, 552, 134)
advert-subhead: WINES CHEAP AND GOOD. (45, 1066, 153, 1077)
advert: WANTED KNOWN that REUBEN HART has the largest Stock of Glass, China and Fancy Ware, Dolls, Toys, &c., which he is now Selling at prices below any other House in Town. Cups and Saucers, 1s 6d per dozen; Dinner-plates, 1s 6d half dozen; tumblers, 4½d each; Mugs, 4½d; Toys and Fancy Ornaments, ONE SHILLING. Kerosene Lamps from 2s. Note the Address: RATTRAY STREET, next Mr Murray's, Confectioner. (12, 942, 186, 1051)
advert-note: Mark the Address: (433, 883, 497, 894)
advert-signature: JOHN GALLAGHER. (242, 182, 322, 193)
